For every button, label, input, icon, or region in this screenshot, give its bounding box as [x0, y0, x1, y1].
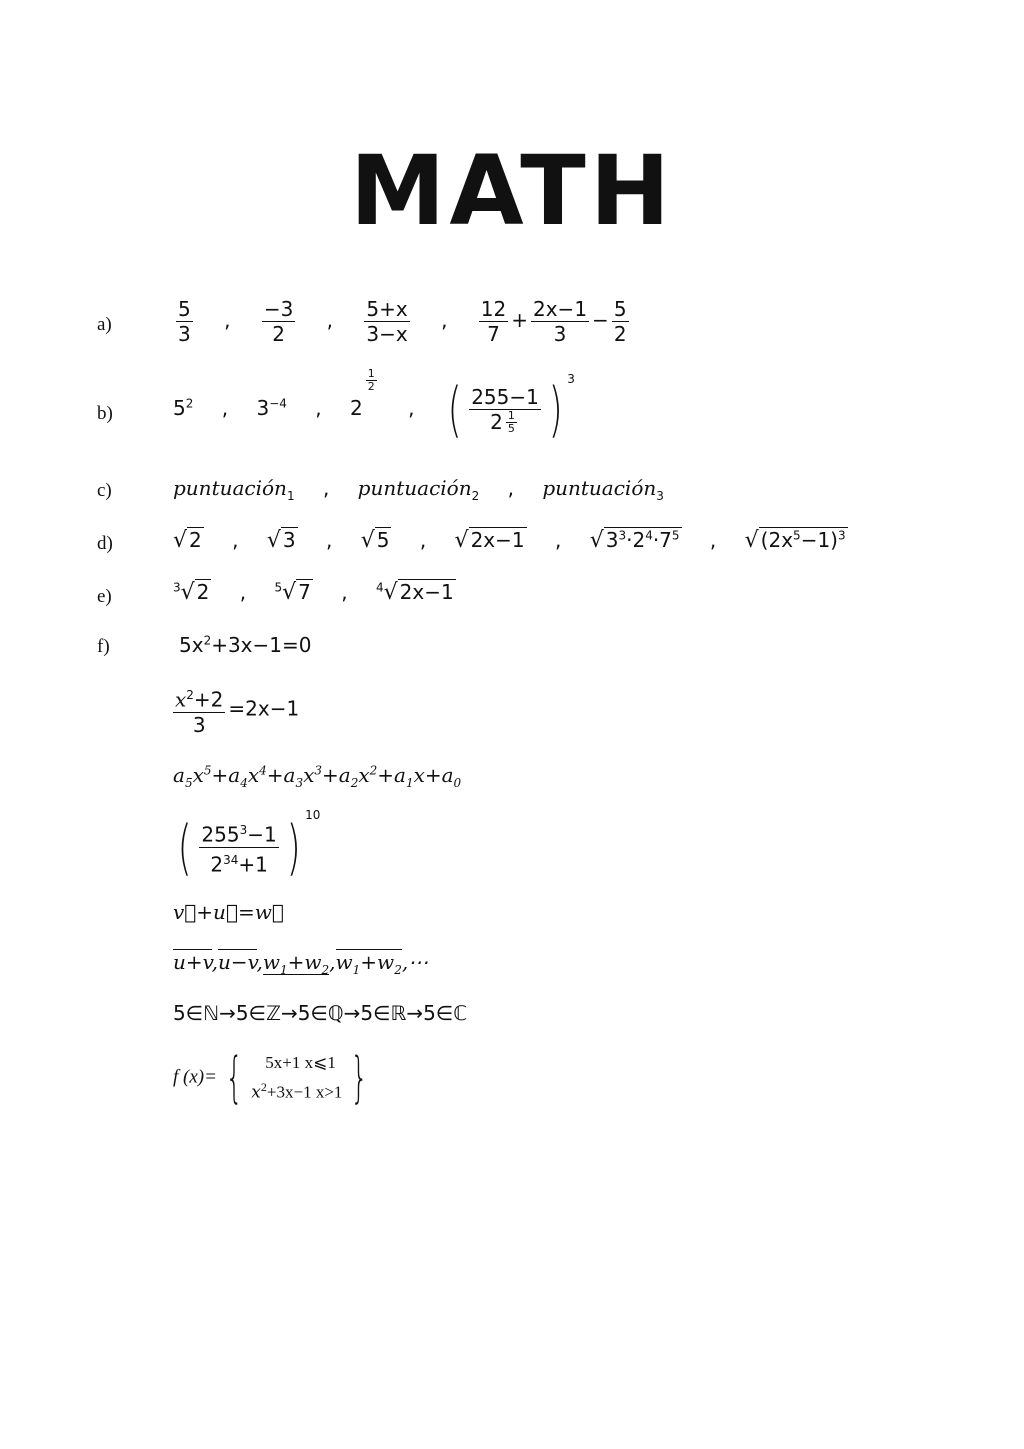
square-root: √ $3^3\cdot 2^4\cdot 7^5$ — [589, 528, 680, 553]
square-root: √ 5 — [360, 528, 390, 553]
nth-root: $^3$√ 2 — [173, 580, 210, 605]
nth-root: $^5$√ 7 — [274, 580, 311, 605]
power: 2 $\frac{1}{2}$ — [349, 367, 375, 420]
power: $5^2$ — [173, 396, 194, 420]
fraction: $\frac{5+x}{3-x}$ — [366, 297, 408, 346]
fraction: $\frac{5}{3}$ — [178, 297, 191, 346]
polynomial: $a_5x^5+a_4x^4+a_3x^3+a_2x^2+a_1x+a_0$ — [173, 763, 462, 790]
page-title: MATH — [349, 135, 675, 247]
fraction: $\frac{2x-1}{3}$ — [533, 297, 588, 346]
square-root: √ 2x−1 — [454, 528, 525, 553]
row-a: $\frac{5}{3}$ , $\frac{-3}{2}$ , $\frac{5+x}{3-x}$ , $\frac{12}{7}$ + $\frac{2x-1}{3}$ − $\frac{5}{2}$ — [178, 297, 627, 346]
fraction: $\frac{-3}{2}$ — [263, 297, 294, 346]
label-f: f) — [97, 636, 110, 657]
fraction: $\frac{12}{7}$ — [480, 297, 507, 346]
bracketed-power: ( 255−1 2 $\frac{1}{5}$ ) $^3$ — [447, 372, 575, 445]
row-e: $^3$√ 2 , $^5$√ 7 , $^4$√ 2x−1 — [173, 580, 454, 605]
arc-notations: $u+v,u-v,w_1+w_2,w_1+w_2,\cdots$ — [173, 950, 429, 977]
row-b: $5^2$ , $3^{-4}$ , 2 $\frac{1}{2}$ , ( 255−1 2 $\frac{1}{5}$ ) $^3$ — [173, 367, 575, 445]
bracketed-fraction-power: ( $\frac{255^3-1}{2^{34}+1}$ ) $^{10}$ — [177, 808, 321, 883]
label-a: a) — [97, 314, 112, 335]
label-b: b) — [97, 403, 113, 424]
label-e: e) — [97, 586, 112, 607]
row-c: puntuación$_1$ , puntuación$_2$ , puntuación$_3$ — [173, 476, 664, 503]
vector-equation: v⃗+u⃗=w⃗ — [173, 900, 284, 924]
row-d: √ 2 , √ 3 , √ 5 , √ 2x−1 , √ $3^3\cdot 2^4\cdot 7^5$ , √ $(2x^5-1)^3$ — [173, 528, 846, 553]
label-d: d) — [97, 533, 113, 554]
number-sets: 5∈ℕ→5∈ℤ→5∈ℚ→5∈ℝ→5∈ℂ — [173, 1001, 468, 1025]
nth-root: $^4$√ 2x−1 — [375, 580, 454, 605]
equation-quadratic: $5x^2+3x-1=0$ — [179, 633, 312, 657]
power: $3^{-4}$ — [256, 396, 287, 420]
equation-fraction: $\frac{x^2+2}{3}$ =2x−1 — [173, 683, 299, 737]
label-c: c) — [97, 480, 112, 501]
square-root: √ 3 — [266, 528, 296, 553]
square-root: √ 2 — [173, 528, 202, 553]
square-root: √ $(2x^5-1)^3$ — [744, 528, 846, 553]
fraction: $\frac{5}{2}$ — [613, 297, 627, 346]
piecewise-function: f (x)= { 5x+1 x⩽1 $x^2+3x-1$ x>1 } — [173, 1046, 369, 1109]
